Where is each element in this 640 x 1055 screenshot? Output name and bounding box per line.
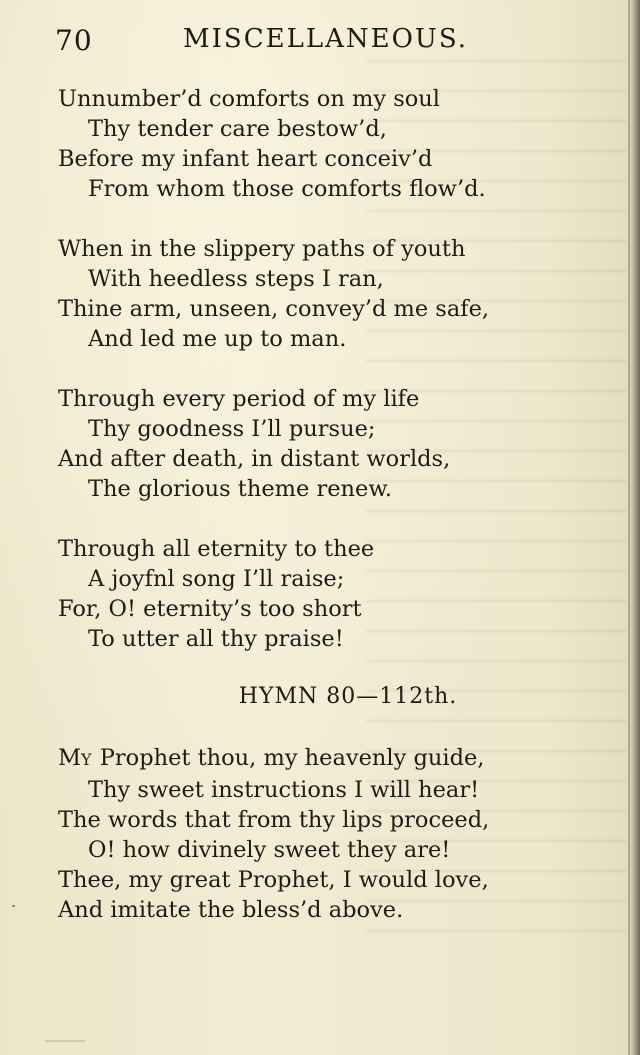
- verse-line: Thine arm, unseen, convey’d me safe,: [58, 296, 490, 322]
- verse-line: For, O! eternity’s too short: [58, 596, 362, 622]
- first-line-text: Prophet thou, my heavenly guide,: [92, 745, 485, 771]
- verse-line: And after death, in distant worlds,: [58, 446, 451, 472]
- hymn-first-line: [58, 743, 598, 775]
- hymn-title: HYMN 80—112th.: [238, 684, 458, 709]
- page-header: [55, 24, 475, 64]
- verse-line: The words that from thy lips proceed,: [58, 807, 490, 833]
- drop-initial: M: [58, 745, 82, 771]
- verse-line: Through all eternity to thee: [58, 536, 375, 562]
- verse-line: Before my infant heart conceiv’d: [58, 146, 433, 172]
- verse-line: To utter all thy praise!: [88, 626, 344, 652]
- verse-line: Thee, my great Prophet, I would love,: [58, 867, 489, 893]
- stanza: [58, 384, 598, 504]
- small-caps: Y: [81, 750, 93, 769]
- stanza: [58, 234, 598, 354]
- running-head: MISCELLANEOUS.: [183, 24, 468, 54]
- verse-line: The glorious theme renew.: [88, 476, 393, 502]
- verse-line: With heedless steps I ran,: [88, 266, 384, 292]
- verse-line: Thy goodness I’ll pursue;: [88, 416, 376, 442]
- verse-line: And led me up to man.: [88, 326, 347, 352]
- verse-line: And imitate the bless’d above.: [58, 897, 404, 923]
- ink-speck: [12, 905, 15, 907]
- verse-line: A joyfnl song I’ll raise;: [88, 566, 345, 592]
- page-edge-shadow: [630, 0, 640, 1055]
- verse-line: Unnumber’d comforts on my soul: [58, 86, 440, 112]
- verse-line: Thy tender care bestow’d,: [88, 116, 387, 142]
- page-number: 70: [55, 24, 93, 57]
- stanza: [58, 84, 598, 204]
- verse-line: Through every period of my life: [58, 386, 420, 412]
- page-content: [58, 84, 598, 955]
- verse-line: O! how divinely sweet they are!: [88, 837, 451, 863]
- verse-line: From whom those comforts flow’d.: [88, 176, 486, 202]
- hymn-stanza: [58, 743, 598, 925]
- verse-line: When in the slippery paths of youth: [58, 236, 466, 262]
- ink-speck: [45, 1040, 85, 1042]
- verse-line: Thy sweet instructions I will hear!: [88, 777, 480, 803]
- stanza: [58, 534, 598, 654]
